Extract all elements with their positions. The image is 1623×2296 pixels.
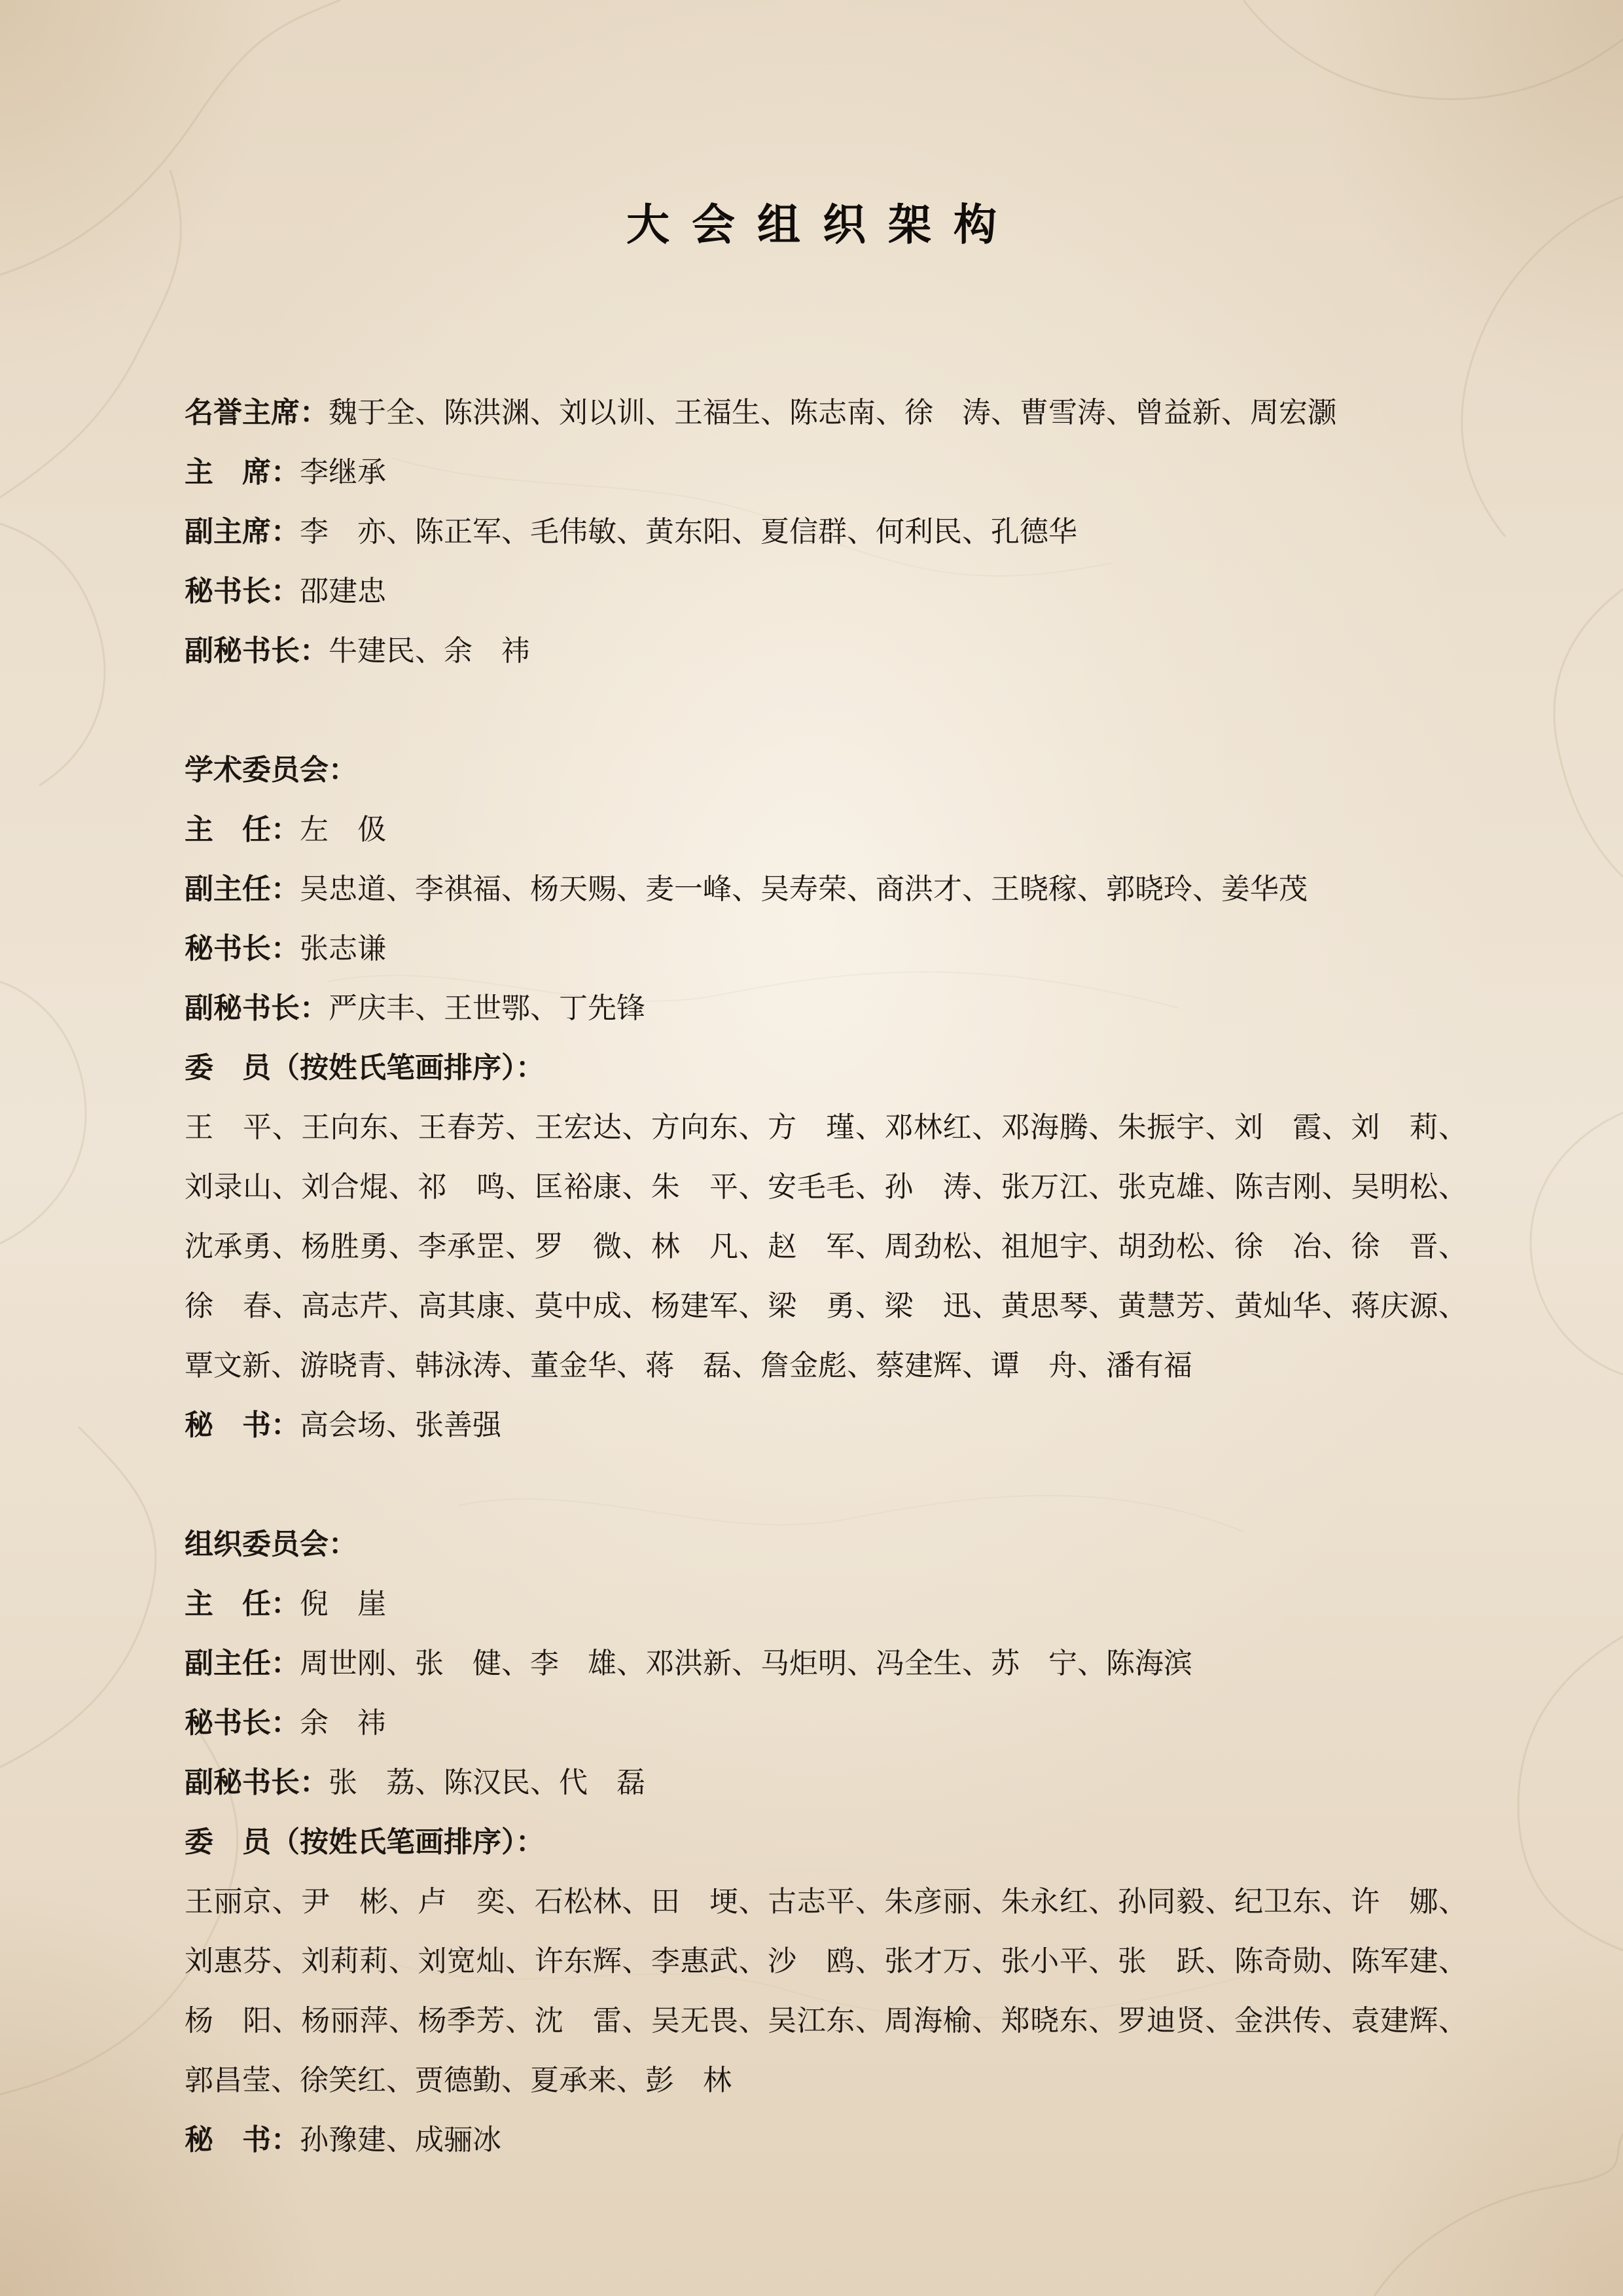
members-heading: 委 员（按姓氏笔画排序）：: [185, 1825, 544, 1859]
members-line: 覃文新、游晓青、韩泳涛、董金华、蒋 磊、詹金彪、蔡建辉、谭 舟、潘有福: [185, 1349, 1192, 1382]
row-label: 名誉主席：: [185, 396, 329, 429]
document-body: [185, 383, 1467, 2170]
academic-deputy-director-row: [185, 859, 1467, 919]
organizing-secretary-row: [185, 2110, 1467, 2170]
organizing-committee-heading: [185, 1515, 1467, 1574]
members-line: 杨 阳、杨丽萍、杨季芳、沈 雷、吴无畏、吴江东、周海榆、郑晓东、罗迪贤、金洪传、袁建辉、: [185, 2004, 1467, 2037]
organizing-members-list: [185, 1872, 1467, 2110]
row-label: 秘书长：: [185, 932, 300, 965]
academic-committee-heading: [185, 740, 1467, 800]
members-line: 王 平、王向东、王春芳、王宏达、方向东、方 瑾、邓林红、邓海腾、朱振宇、刘 霞、刘 莉、: [185, 1111, 1467, 1144]
row-label: 主 任：: [185, 813, 300, 846]
row-value: 余 祎: [300, 1706, 386, 1740]
members-line: 徐 春、高志芹、高其康、莫中成、杨建军、梁 勇、梁 迅、黄思琴、黄慧芳、黄灿华、蒋庆源、: [185, 1289, 1467, 1323]
secretary-general-row: [185, 562, 1467, 621]
row-label: 秘书长：: [185, 575, 300, 608]
row-value: 孙豫建、成骊冰: [300, 2123, 501, 2157]
section-heading: 组织委员会：: [185, 1528, 357, 1561]
organizing-members-heading: [185, 1812, 1467, 1872]
row-value: 倪 崖: [300, 1587, 386, 1621]
row-label: 秘书长：: [185, 1706, 300, 1740]
row-label: 主 席：: [185, 456, 300, 489]
row-label: 主 任：: [185, 1587, 300, 1621]
academic-members-heading: [185, 1038, 1467, 1098]
organizing-deputy-director-row: [185, 1634, 1467, 1693]
row-value: 严庆丰、王世鄂、丁先锋: [329, 992, 645, 1025]
page-title: 大会组织架构: [626, 200, 1019, 250]
academic-secretary-general-row: [185, 919, 1467, 978]
deputy-secretary-general-row: [185, 621, 1467, 681]
section-spacer: [185, 681, 1467, 740]
section-heading: 学术委员会：: [185, 753, 357, 787]
academic-director-row: [185, 800, 1467, 859]
row-value: 吴忠道、李祺福、杨天赐、麦一峰、吴寿荣、商洪才、王晓稼、郭晓玲、姜华茂: [300, 872, 1308, 906]
honorary-chair-row: [185, 383, 1467, 442]
organizing-deputy-secretary-row: [185, 1753, 1467, 1812]
row-label: 秘 书：: [185, 2123, 300, 2157]
row-label: 秘 书：: [185, 1408, 300, 1442]
row-value: 高会场、张善强: [300, 1408, 501, 1442]
members-line: 郭昌莹、徐笑红、贾德勤、夏承来、彭 林: [185, 2064, 732, 2097]
row-value: 张 荔、陈汉民、代 磊: [329, 1766, 645, 1799]
row-label: 副秘书长：: [185, 1766, 329, 1799]
row-label: 副秘书长：: [185, 634, 329, 668]
row-value: 魏于全、陈洪渊、刘以训、王福生、陈志南、徐 涛、曹雪涛、曾益新、周宏灏: [329, 396, 1336, 429]
academic-deputy-secretary-row: [185, 978, 1467, 1038]
row-label: 副秘书长：: [185, 992, 329, 1025]
members-line: 王丽京、尹 彬、卢 奕、石松林、田 埂、古志平、朱彦丽、朱永红、孙同毅、纪卫东、许 娜、: [185, 1885, 1467, 1918]
row-label: 副主席：: [185, 515, 300, 548]
vice-chair-row: [185, 502, 1467, 562]
row-value: 周世刚、张 健、李 雄、邓洪新、马炬明、冯全生、苏 宁、陈海滨: [300, 1647, 1192, 1680]
row-value: 李 亦、陈正军、毛伟敏、黄东阳、夏信群、何利民、孔德华: [300, 515, 1077, 548]
academic-secretary-row: [185, 1395, 1467, 1455]
row-value: 李继承: [300, 456, 386, 489]
row-value: 左 伋: [300, 813, 386, 846]
chair-row: [185, 442, 1467, 502]
row-value: 张志谦: [300, 932, 386, 965]
row-label: 副主任：: [185, 1647, 300, 1680]
members-line: 刘录山、刘合焜、祁 鸣、匡裕康、朱 平、安毛毛、孙 涛、张万江、张克雄、陈吉刚、吴明松、: [185, 1170, 1467, 1204]
academic-members-list: [185, 1098, 1467, 1395]
members-line: 沈承勇、杨胜勇、李承罡、罗 微、林 凡、赵 军、周劲松、祖旭宇、胡劲松、徐 冶、徐 晋、: [185, 1230, 1467, 1263]
row-label: 副主任：: [185, 872, 300, 906]
members-heading: 委 员（按姓氏笔画排序）：: [185, 1051, 544, 1085]
organizing-secretary-general-row: [185, 1693, 1467, 1753]
row-value: 邵建忠: [300, 575, 386, 608]
row-value: 牛建民、余 祎: [329, 634, 530, 668]
section-spacer: [185, 1455, 1467, 1515]
members-line: 刘惠芬、刘莉莉、刘宽灿、许东辉、李惠武、沙 鸥、张才万、张小平、张 跃、陈奇勋、陈军建、: [185, 1945, 1467, 1978]
organizing-director-row: [185, 1574, 1467, 1634]
